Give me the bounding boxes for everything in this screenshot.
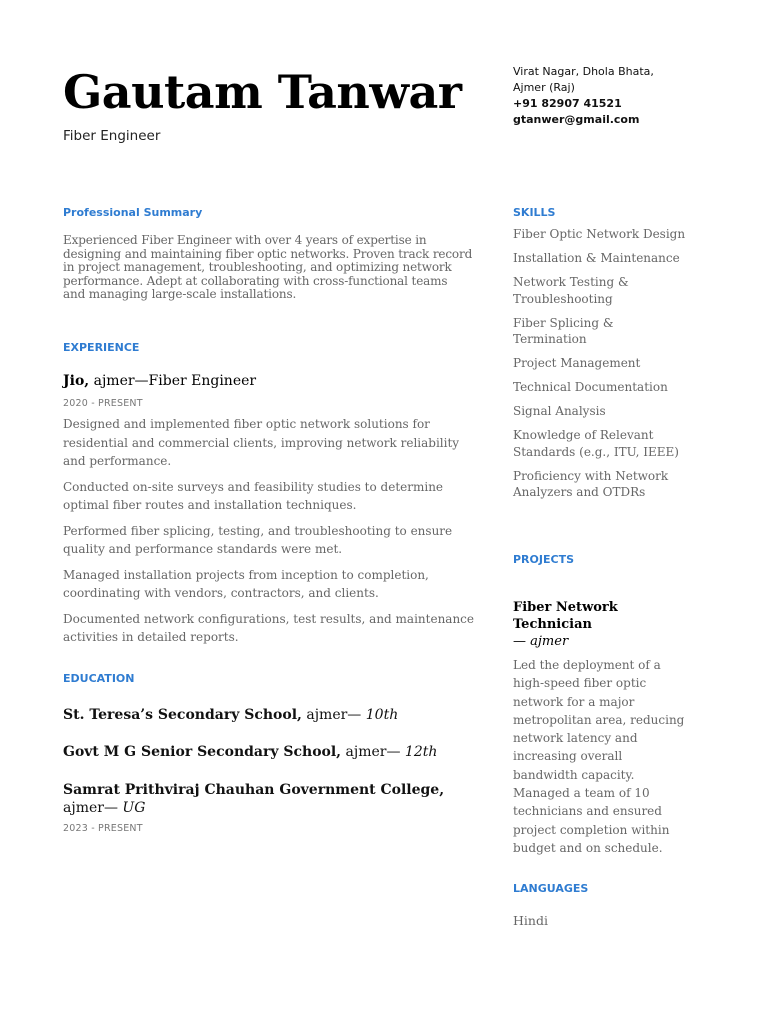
school-place: ajmer— [63,800,123,816]
project-dash: — [513,634,531,649]
language-item: Hindi [513,913,548,928]
experience-bullet: Conducted on-site surveys and feasibility studies to determine optimal fiber routes and installation techniques. [63,479,444,512]
project-title [513,599,693,650]
school-name: Govt M G Senior Secondary School, [63,744,342,760]
skill-item: Project Management [513,356,641,370]
school-place: ajmer— [301,707,366,723]
education-entry [63,743,473,761]
project-name: Fiber Network Technician [513,600,618,632]
address-line-2: Ajmer (Raj) [513,81,575,94]
experience-bullet: Designed and implemented fiber optic network solutions for residential and commercial clients, improving network reliability and performance. [63,417,460,468]
skill-item: Installation & Maintenance [513,251,680,265]
school-name: St. Teresa’s Secondary School, [63,707,302,723]
candidate-name: Gautam Tanwar [63,65,462,119]
job-role: Fiber Engineer [63,128,161,144]
phone-number: +91 82907 41521 [513,97,622,110]
education-entry [63,706,473,724]
skill-item: Network Testing & Troubleshooting [513,275,629,306]
experience-date: 2020 - PRESENT [63,398,143,409]
skill-item: Signal Analysis [513,404,606,418]
experience-bullet: Performed fiber splicing, testing, and troubleshooting to ensure quality and performance standards were met. [63,523,453,556]
skill-item: Knowledge of Relevant Standards (e.g., ITU, IEEE) [513,428,679,459]
contact-block [513,64,654,128]
education-entry [63,781,473,817]
education-level: 12th [404,744,438,760]
skills-list [513,226,688,508]
projects-heading: PROJECTS [513,553,574,566]
experience-bullets [63,415,483,654]
education-date: 2023 - PRESENT [63,823,143,834]
project-description: Led the deployment of a high-speed fiber optic network for a major metropolitan area, reducing network latency and increasing overall bandwidth capacity. Managed a team of 10 technicians and ensured project completion within budget and on schedule. [513,658,685,855]
education-heading: EDUCATION [63,672,135,685]
address-line-1: Virat Nagar, Dhola Bhata, [513,65,654,78]
summary-text: Experienced Fiber Engineer with over 4 years of expertise in designing and maintaining fiber optic networks. Proven track record in project management, troubleshooting, and optimizing network performance. Adept at collaborating with cross-functional teams and managing large-scale installations. [63,233,473,301]
skill-item: Proficiency with Network Analyzers and OTDRs [513,468,669,499]
skill-item: Technical Documentation [513,380,668,394]
experience-heading: EXPERIENCE [63,341,140,354]
job-location-role: ajmer—Fiber Engineer [89,373,257,389]
school-name: Samrat Prithviraj Chauhan Government College, [63,782,445,798]
company-name: Jio, [63,373,90,389]
languages-heading: LANGUAGES [513,882,589,895]
summary-heading: Professional Summary [63,206,203,219]
skill-item: Fiber Splicing & Termination [513,315,614,346]
job-title [63,373,256,389]
experience-bullet: Documented network configurations, test results, and maintenance activities in detailed reports. [63,611,474,644]
education-level: 10th [365,707,399,723]
experience-bullet: Managed installation projects from inception to completion, coordinating with vendors, contractors, and clients. [63,567,429,600]
skill-item: Fiber Optic Network Design [513,227,686,241]
skills-heading: SKILLS [513,206,556,219]
school-place: ajmer— [341,744,405,760]
project-place: ajmer [530,634,569,649]
education-level: UG [122,800,146,816]
email-address[interactable]: gtanwer@gmail.com [513,113,640,126]
